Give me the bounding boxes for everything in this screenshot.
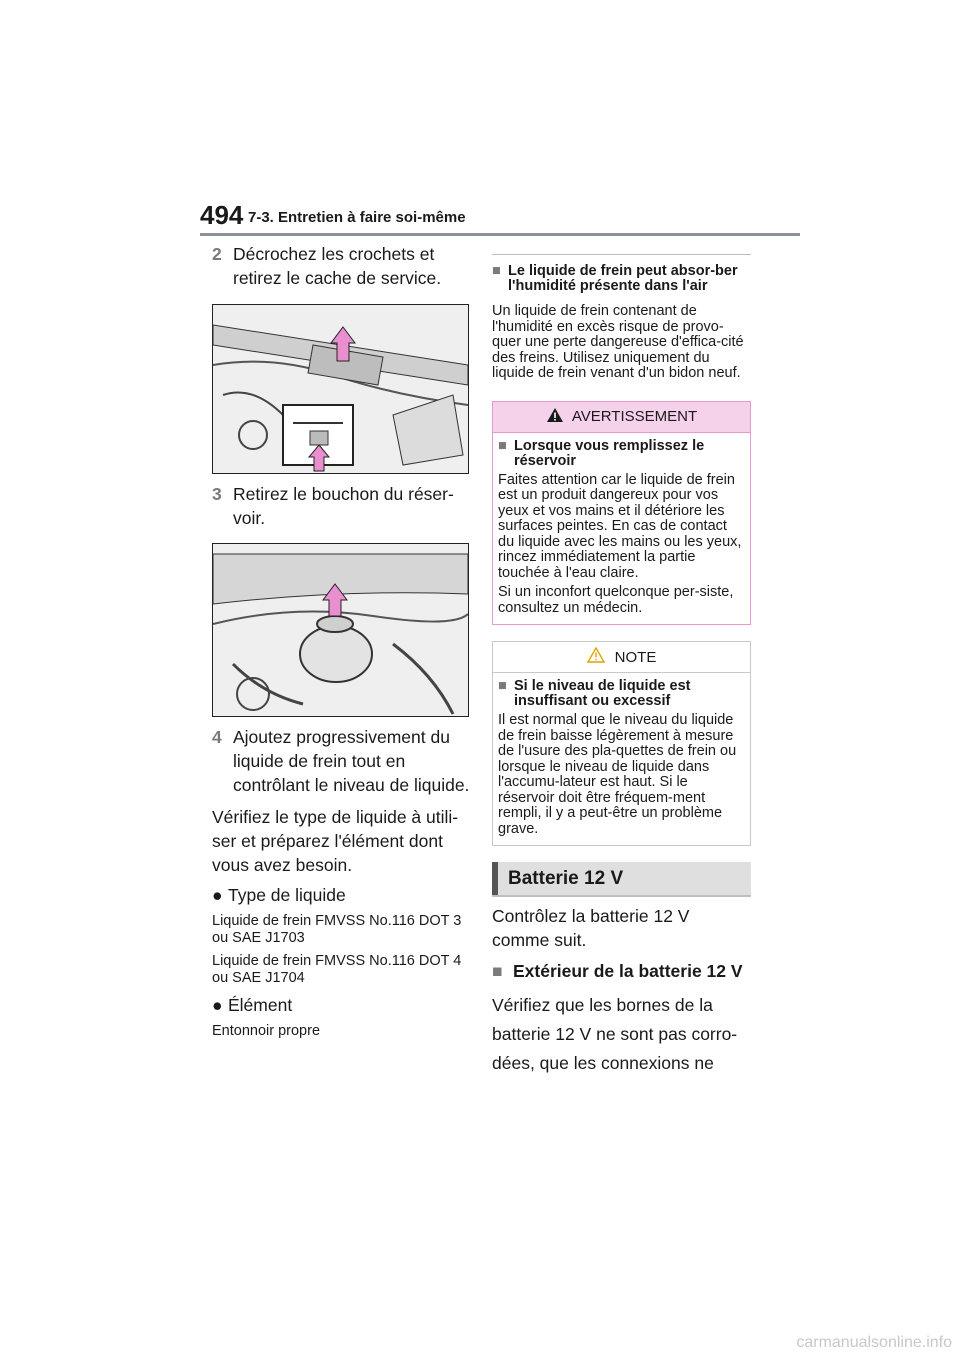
note-body (493, 673, 750, 845)
fluid-check-paragraph: Vérifiez le type de liquide à utili-ser et préparez l'élément dont vous avez besoin. (212, 807, 459, 875)
step-2 (212, 242, 470, 290)
battery-section (492, 862, 751, 897)
item-funnel: Entonnoir propre (212, 1023, 321, 1039)
warning-body (493, 433, 750, 625)
battery-exterior-text: Vérifiez que les bornes de la batterie 12 V ne sont pas corro-dées, que les connexions ne (492, 995, 738, 1073)
battery-exterior-heading: ■ Extérieur de la batterie 12 V (492, 961, 743, 981)
step-number: 3 (212, 484, 222, 504)
engine-bay-illustration-2 (213, 544, 468, 716)
note-paragraph: Il est normal que le niveau du liquide de frein baisse légèrement à mesure de l'usure des pla-quettes de frein ou lorsque le niveau de liquide dans l'accumu-lateur est haut. Si le réservoir doit être fréquem-ment rempli, il y a peut-être un problème grave. (498, 712, 737, 837)
step-4 (212, 725, 470, 797)
warning-paragraph-2: Si un inconfort quelconque per-siste, consultez un médecin. (498, 584, 734, 616)
figure-reservoir-cap (212, 543, 469, 717)
watermark: carmanualsonline.info (796, 1334, 952, 1351)
note-title: NOTE (614, 648, 657, 666)
bullet-dot-icon: ● (212, 885, 223, 905)
right-column (492, 240, 751, 1078)
section-title: 7-3. Entretien à faire soi-même (248, 209, 466, 226)
bullet-item: ● Élément (212, 995, 293, 1015)
step-text: Retirez le bouchon du réser-voir. (233, 484, 454, 528)
page-number: 494 (200, 200, 244, 230)
caution-triangle-icon (587, 647, 605, 667)
note-rule (492, 254, 751, 255)
warning-paragraph-1: Faites attention car le liquide de frein est un produit dangereux pour vos yeux et vos mains et il détériore les surfaces peintes. En cas de contact du liquide avec les mains ou les yeux, rincez immédiatement la partie touchée à l'eau claire. (498, 471, 742, 581)
left-column (212, 240, 470, 1040)
battery-heading: Batterie 12 V (492, 862, 751, 895)
note-box (492, 641, 751, 846)
warning-title-bar (493, 402, 750, 433)
square-bullet-icon: ■ (492, 961, 503, 981)
fluid-option-2: Liquide de frein FMVSS No.116 DOT 4 ou SAE J1704 (212, 953, 462, 986)
fluid-option-1: Liquide de frein FMVSS No.116 DOT 3 ou SAE J1703 (212, 913, 462, 946)
bullet-fluid-type: ● Type de liquide (212, 885, 346, 905)
step-3 (212, 482, 470, 530)
warning-triangle-icon (546, 407, 564, 427)
warning-box (492, 401, 751, 626)
step-number: 4 (212, 727, 222, 747)
note-heading: ■ Si le niveau de liquide est insuffisant ou excessif (498, 678, 691, 709)
figure-service-cover (212, 304, 469, 474)
square-bullet-icon: ■ (498, 678, 507, 694)
humidity-text: Un liquide de frein contenant de l'humidité en excès risque de provo-quer une perte dangereuse d'effica-cité des freins. Utilisez uniquement du liquide de frein venant d'un bidon neuf. (492, 303, 744, 381)
square-bullet-icon: ■ (498, 437, 507, 454)
warning-title: AVERTISSEMENT (571, 408, 698, 425)
step-number: 2 (212, 244, 222, 264)
engine-bay-illustration-1 (213, 305, 468, 473)
header-rule (200, 233, 800, 236)
square-bullet-icon: ■ (492, 263, 501, 279)
battery-intro: Contrôlez la batterie 12 V comme suit. (492, 906, 690, 950)
warning-heading: ■ Lorsque vous remplissez le réservoir (498, 437, 705, 469)
battery-heading-underline (492, 895, 751, 897)
step-text: Décrochez les crochets et retirez le cache de service. (233, 244, 442, 288)
bullet-dot-icon: ● (212, 995, 223, 1015)
step-text: Ajoutez progressivement du liquide de frein tout en contrôlant le niveau de liquide. (233, 727, 470, 795)
note-title-bar (493, 642, 750, 673)
humidity-heading: ■ Le liquide de frein peut absor-ber l'humidité présente dans l'air (492, 263, 738, 294)
